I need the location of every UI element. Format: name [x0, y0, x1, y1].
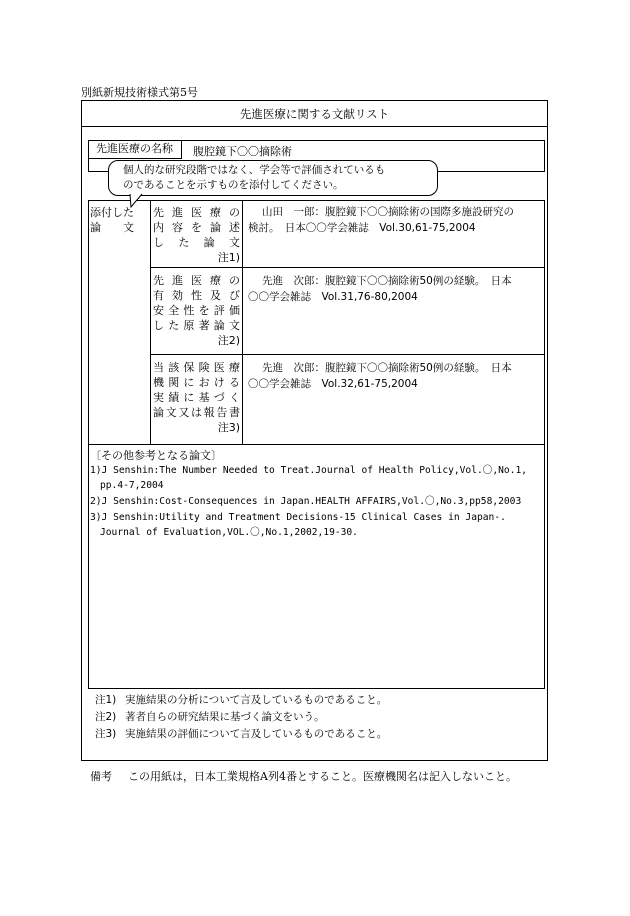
note-3: [95, 726, 387, 741]
title-divider: [81, 126, 548, 127]
other-references-heading: 〔その他参考となる論文〕: [90, 449, 222, 462]
remark: [90, 768, 517, 784]
category-line: 先進医療の: [153, 206, 240, 219]
tech-name-value: 腹腔鏡下〇〇摘除術: [193, 145, 292, 158]
callout-line-2: のであることを示すものを添付してください。: [123, 179, 344, 191]
note-2: [95, 709, 325, 724]
category-line: 先進医療の: [153, 274, 240, 287]
note-label: 注2): [95, 711, 117, 723]
category-line: 論文又は報告書: [153, 406, 240, 419]
category-line: 実績に基づく: [153, 391, 240, 404]
reference-row-2: [248, 273, 542, 305]
reference-row-3: [248, 360, 542, 392]
category-note-ref: 注1): [217, 251, 240, 264]
reference-line: 先進 次郎：腹腔鏡下〇〇摘除術50例の経験。 日本: [262, 362, 512, 374]
attached-papers-label: [90, 205, 150, 235]
reference-line: 検討。 日本〇〇学会雑誌 Vol.30,61-75,2004: [248, 222, 476, 234]
category-line: 内容を論述: [153, 221, 240, 234]
tech-name-label: 先進医療の名称: [88, 140, 182, 159]
category-note-ref: 注3): [217, 421, 240, 434]
category-content-paper: [153, 205, 240, 265]
category-line: 機関における: [153, 376, 240, 389]
callout-tail-icon: [128, 193, 158, 209]
attached-label-line-2: 論 文: [90, 221, 134, 234]
other-reference-3: 3)J Senshin:Utility and Treatment Decisions-15 Clinical Cases in Japan-. Journal of Evaluation,VOL.〇,No.1,2002,19-30.: [90, 512, 506, 538]
remark-text: この用紙は，日本工業規格A列4番とすること。医療機関名は記入しないこと。: [128, 770, 517, 783]
other-reference-1: 1)J Senshin:The Number Needed to Treat.Journal of Health Policy,Vol.〇,No.1, pp.4-7,2004: [90, 465, 528, 491]
note-text: 実施結果の分析について言及しているものであること。: [125, 694, 388, 706]
note-1: [95, 692, 387, 707]
other-reference-2: 2)J Senshin:Cost-Consequences in Japan.HEALTH AFFAIRS,Vol.〇,No.3,pp58,2003: [90, 496, 522, 507]
row-divider-2: [150, 354, 545, 355]
category-note-ref: 注2): [217, 334, 240, 347]
note-text: 実施結果の評価について言及しているものであること。: [125, 728, 388, 740]
category-line: 当該保険医療: [153, 361, 240, 374]
document-title: 先進医療に関する文献リスト: [239, 107, 390, 121]
callout-line-1: 個人的な研究段階ではなく、学会等で評価されているも: [123, 164, 386, 176]
column-divider-1: [150, 200, 151, 445]
category-efficacy-safety: [153, 273, 240, 348]
instruction-callout: [108, 160, 438, 196]
note-text: 著者自らの研究結果に基づく論文をいう。: [125, 711, 325, 723]
note-label: 注1): [95, 694, 117, 706]
reference-line: 先進 次郎：腹腔鏡下〇〇摘除術50例の経験。 日本: [262, 275, 512, 287]
reference-line: 山田 一郎：腹腔鏡下〇〇摘除術の国際多施設研究の: [262, 206, 514, 218]
form-number: 別紙新規技術様式第5号: [81, 86, 198, 99]
column-divider-2: [242, 200, 243, 445]
reference-row-1: [248, 204, 542, 236]
category-line: 安全性を評価: [153, 304, 240, 317]
row-divider-1: [150, 267, 545, 268]
reference-line: 〇〇学会雑誌 Vol.32,61-75,2004: [248, 378, 418, 390]
category-line: した原著論文: [153, 319, 240, 332]
category-institution-results: [153, 360, 240, 435]
category-line: した論文: [153, 236, 240, 249]
reference-line: 〇〇学会雑誌 Vol.31,76-80,2004: [248, 291, 418, 303]
category-line: 有効性及び: [153, 289, 240, 302]
remark-label: 備考: [90, 770, 112, 783]
note-label: 注3): [95, 728, 117, 740]
attached-label-line-1: 添付した: [90, 206, 134, 219]
